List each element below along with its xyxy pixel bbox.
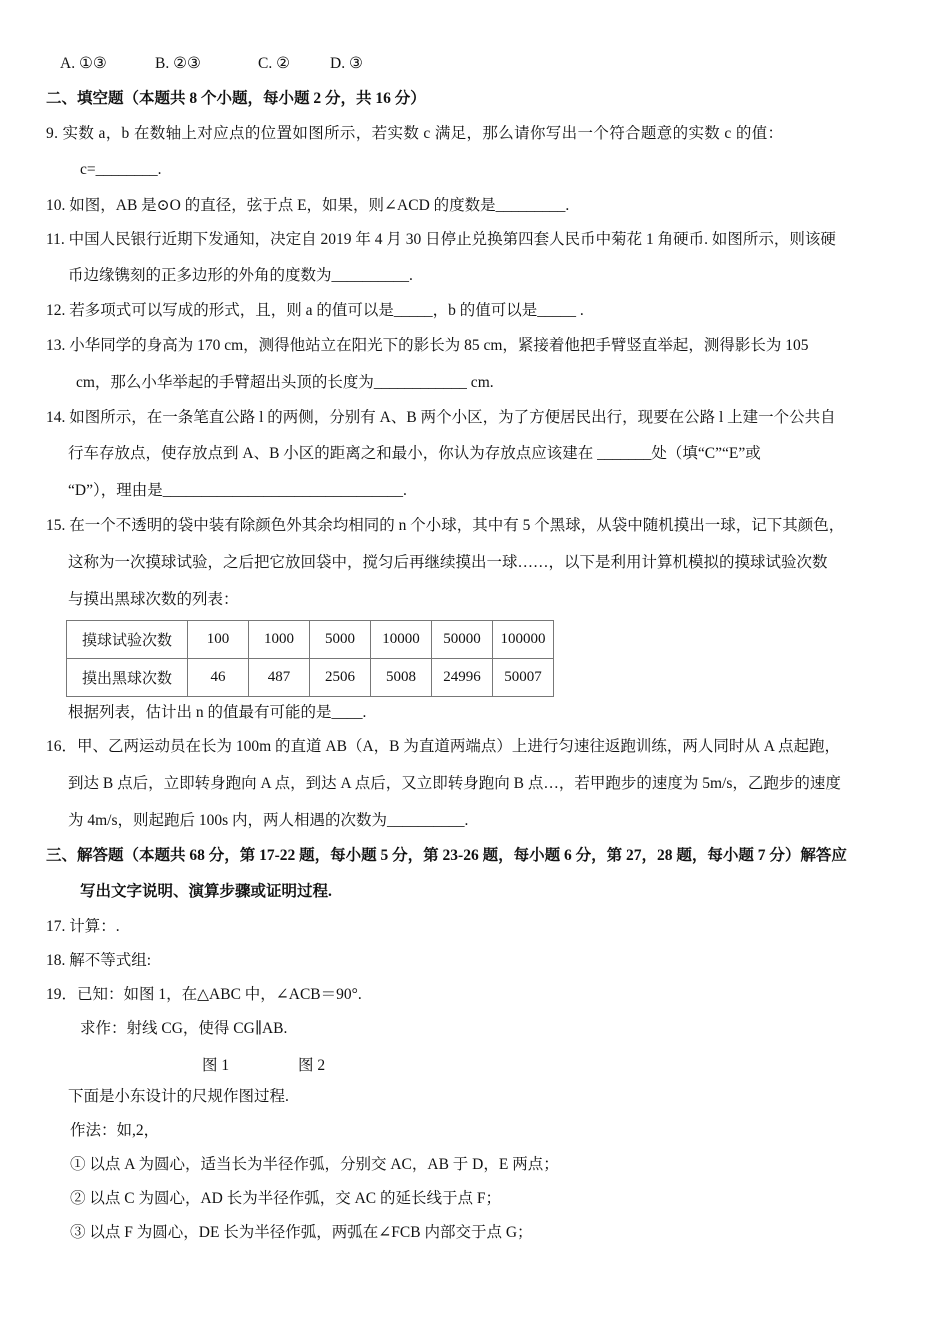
question-9-line-1: 9. 实数 a，b 在数轴上对应点的位置如图所示，若实数 c 满足，那么请你写出一个符合题意的实数 c 的值： <box>46 125 784 142</box>
table-cell: 10000 <box>371 621 432 659</box>
draw-results-table <box>66 620 554 697</box>
table-cell: 487 <box>249 659 310 697</box>
section-heading-fill-in: 二、填空题（本题共 8 个小题，每小题 2 分，共 16 分） <box>46 90 426 107</box>
question-14-line-1: 14. 如图所示，在一条笔直公路 l 的两侧，分别有 A、B 两个小区，为了方便居民出行，现要在公路 l 上建一个公共自 <box>46 409 836 426</box>
question-16-line-2: 到达 B 点后，立即转身跑向 A 点，到达 A 点后，又立即转身跑向 B 点…，若甲跑步的速度为 5m/s，乙跑步的速度 <box>68 775 841 792</box>
question-15-line-1: 15. 在一个不透明的袋中装有除颜色外其余均相同的 n 个小球，其中有 5 个黑球，从袋中随机摸出一球，记下其颜色， <box>46 517 845 534</box>
question-18: 18. 解不等式组: <box>46 952 152 969</box>
question-14-line-2: 行车存放点，使存放点到 A、B 小区的距离之和最小，你认为存放点应该建在 _______处（填“C”“E”或 <box>68 445 761 462</box>
table-row-label: 摸出黑球次数 <box>67 659 188 697</box>
question-19-line-3: 下面是小东设计的尺规作图过程. <box>68 1088 289 1105</box>
question-17: 17. 计算：. <box>46 918 120 935</box>
choice-d: D. ③ <box>330 55 363 72</box>
table-cell: 50000 <box>432 621 493 659</box>
table-cell: 50007 <box>493 659 554 697</box>
question-19-line-4: 作法：如,2， <box>70 1122 160 1139</box>
figure-2-caption: 图 2 <box>298 1057 326 1074</box>
question-11-line-1: 11. 中国人民银行近期下发通知，决定自 2019 年 4 月 30 日停止兑换第四套人民币中菊花 1 角硬币. 如图所示，则该硬 <box>46 231 836 248</box>
choice-a: A. ①③ <box>60 55 107 72</box>
choice-c: C. ② <box>258 55 290 72</box>
question-15-line-2: 这称为一次摸球试验，之后把它放回袋中，搅匀后再继续摸出一球……，以下是利用计算机模拟的摸球试验次数 <box>68 554 828 571</box>
table-row <box>67 621 554 659</box>
table-cell: 100000 <box>493 621 554 659</box>
question-10: 10. 如图，AB 是⊙O 的直径，弦于点 E，如果，则∠ACD 的度数是_________. <box>46 197 570 214</box>
question-11-line-2: 币边缘镌刻的正多边形的外角的度数为__________. <box>68 267 413 284</box>
section-heading-solutions-line-2: 写出文字说明、演算步骤或证明过程. <box>80 883 332 900</box>
table-row <box>67 659 554 697</box>
question-19-line-1: 19．已知：如图 1，在△ABC 中，∠ACB＝90°. <box>46 986 362 1003</box>
figure-1-caption: 图 1 <box>202 1057 230 1074</box>
table-cell: 24996 <box>432 659 493 697</box>
question-15-after-table: 根据列表，估计出 n 的值最有可能的是____. <box>68 704 367 721</box>
construction-step-1: ① 以点 A 为圆心，适当长为半径作弧，分别交 AC，AB 于 D，E 两点； <box>70 1156 559 1173</box>
section-heading-solutions-line-1: 三、解答题（本题共 68 分，第 17-22 题，每小题 5 分，第 23-26 题，每小题 6 分，第 27，28 题，每小题 7 分）解答应 <box>46 847 847 864</box>
question-12: 12. 若多项式可以写成的形式，且，则 a 的值可以是_____，b 的值可以是_____ . <box>46 302 584 319</box>
table-cell: 2506 <box>310 659 371 697</box>
question-14-line-3: “D”），理由是_______________________________. <box>68 482 407 499</box>
question-15-line-3: 与摸出黑球次数的列表： <box>68 591 239 608</box>
construction-step-3: ③ 以点 F 为圆心，DE 长为半径作弧，两弧在∠FCB 内部交于点 G； <box>70 1224 533 1241</box>
table-cell: 46 <box>188 659 249 697</box>
table-cell: 5008 <box>371 659 432 697</box>
question-9-line-2: c=________. <box>80 161 162 178</box>
table-cell: 100 <box>188 621 249 659</box>
construction-step-2: ② 以点 C 为圆心，AD 长为半径作弧，交 AC 的延长线于点 F； <box>70 1190 502 1207</box>
question-16-line-3: 为 4m/s，则起跑后 100s 内，两人相遇的次数为__________. <box>68 812 469 829</box>
table-cell: 5000 <box>310 621 371 659</box>
question-13-line-2: cm，那么小华举起的手臂超出头顶的长度为____________ cm. <box>76 374 494 391</box>
question-19-line-2: 求作：射线 CG，使得 CG∥AB. <box>80 1020 288 1037</box>
choice-b: B. ②③ <box>155 55 201 72</box>
table-cell: 1000 <box>249 621 310 659</box>
question-13-line-1: 13. 小华同学的身高为 170 cm，测得他站立在阳光下的影长为 85 cm，紧接着他把手臂竖直举起，测得影长为 105 <box>46 337 809 354</box>
table-row-label: 摸球试验次数 <box>67 621 188 659</box>
question-16-line-1: 16．甲、乙两运动员在长为 100m 的直道 AB（A，B 为直道两端点）上进行匀速往返跑训练，两人同时从 A 点起跑， <box>46 738 840 755</box>
